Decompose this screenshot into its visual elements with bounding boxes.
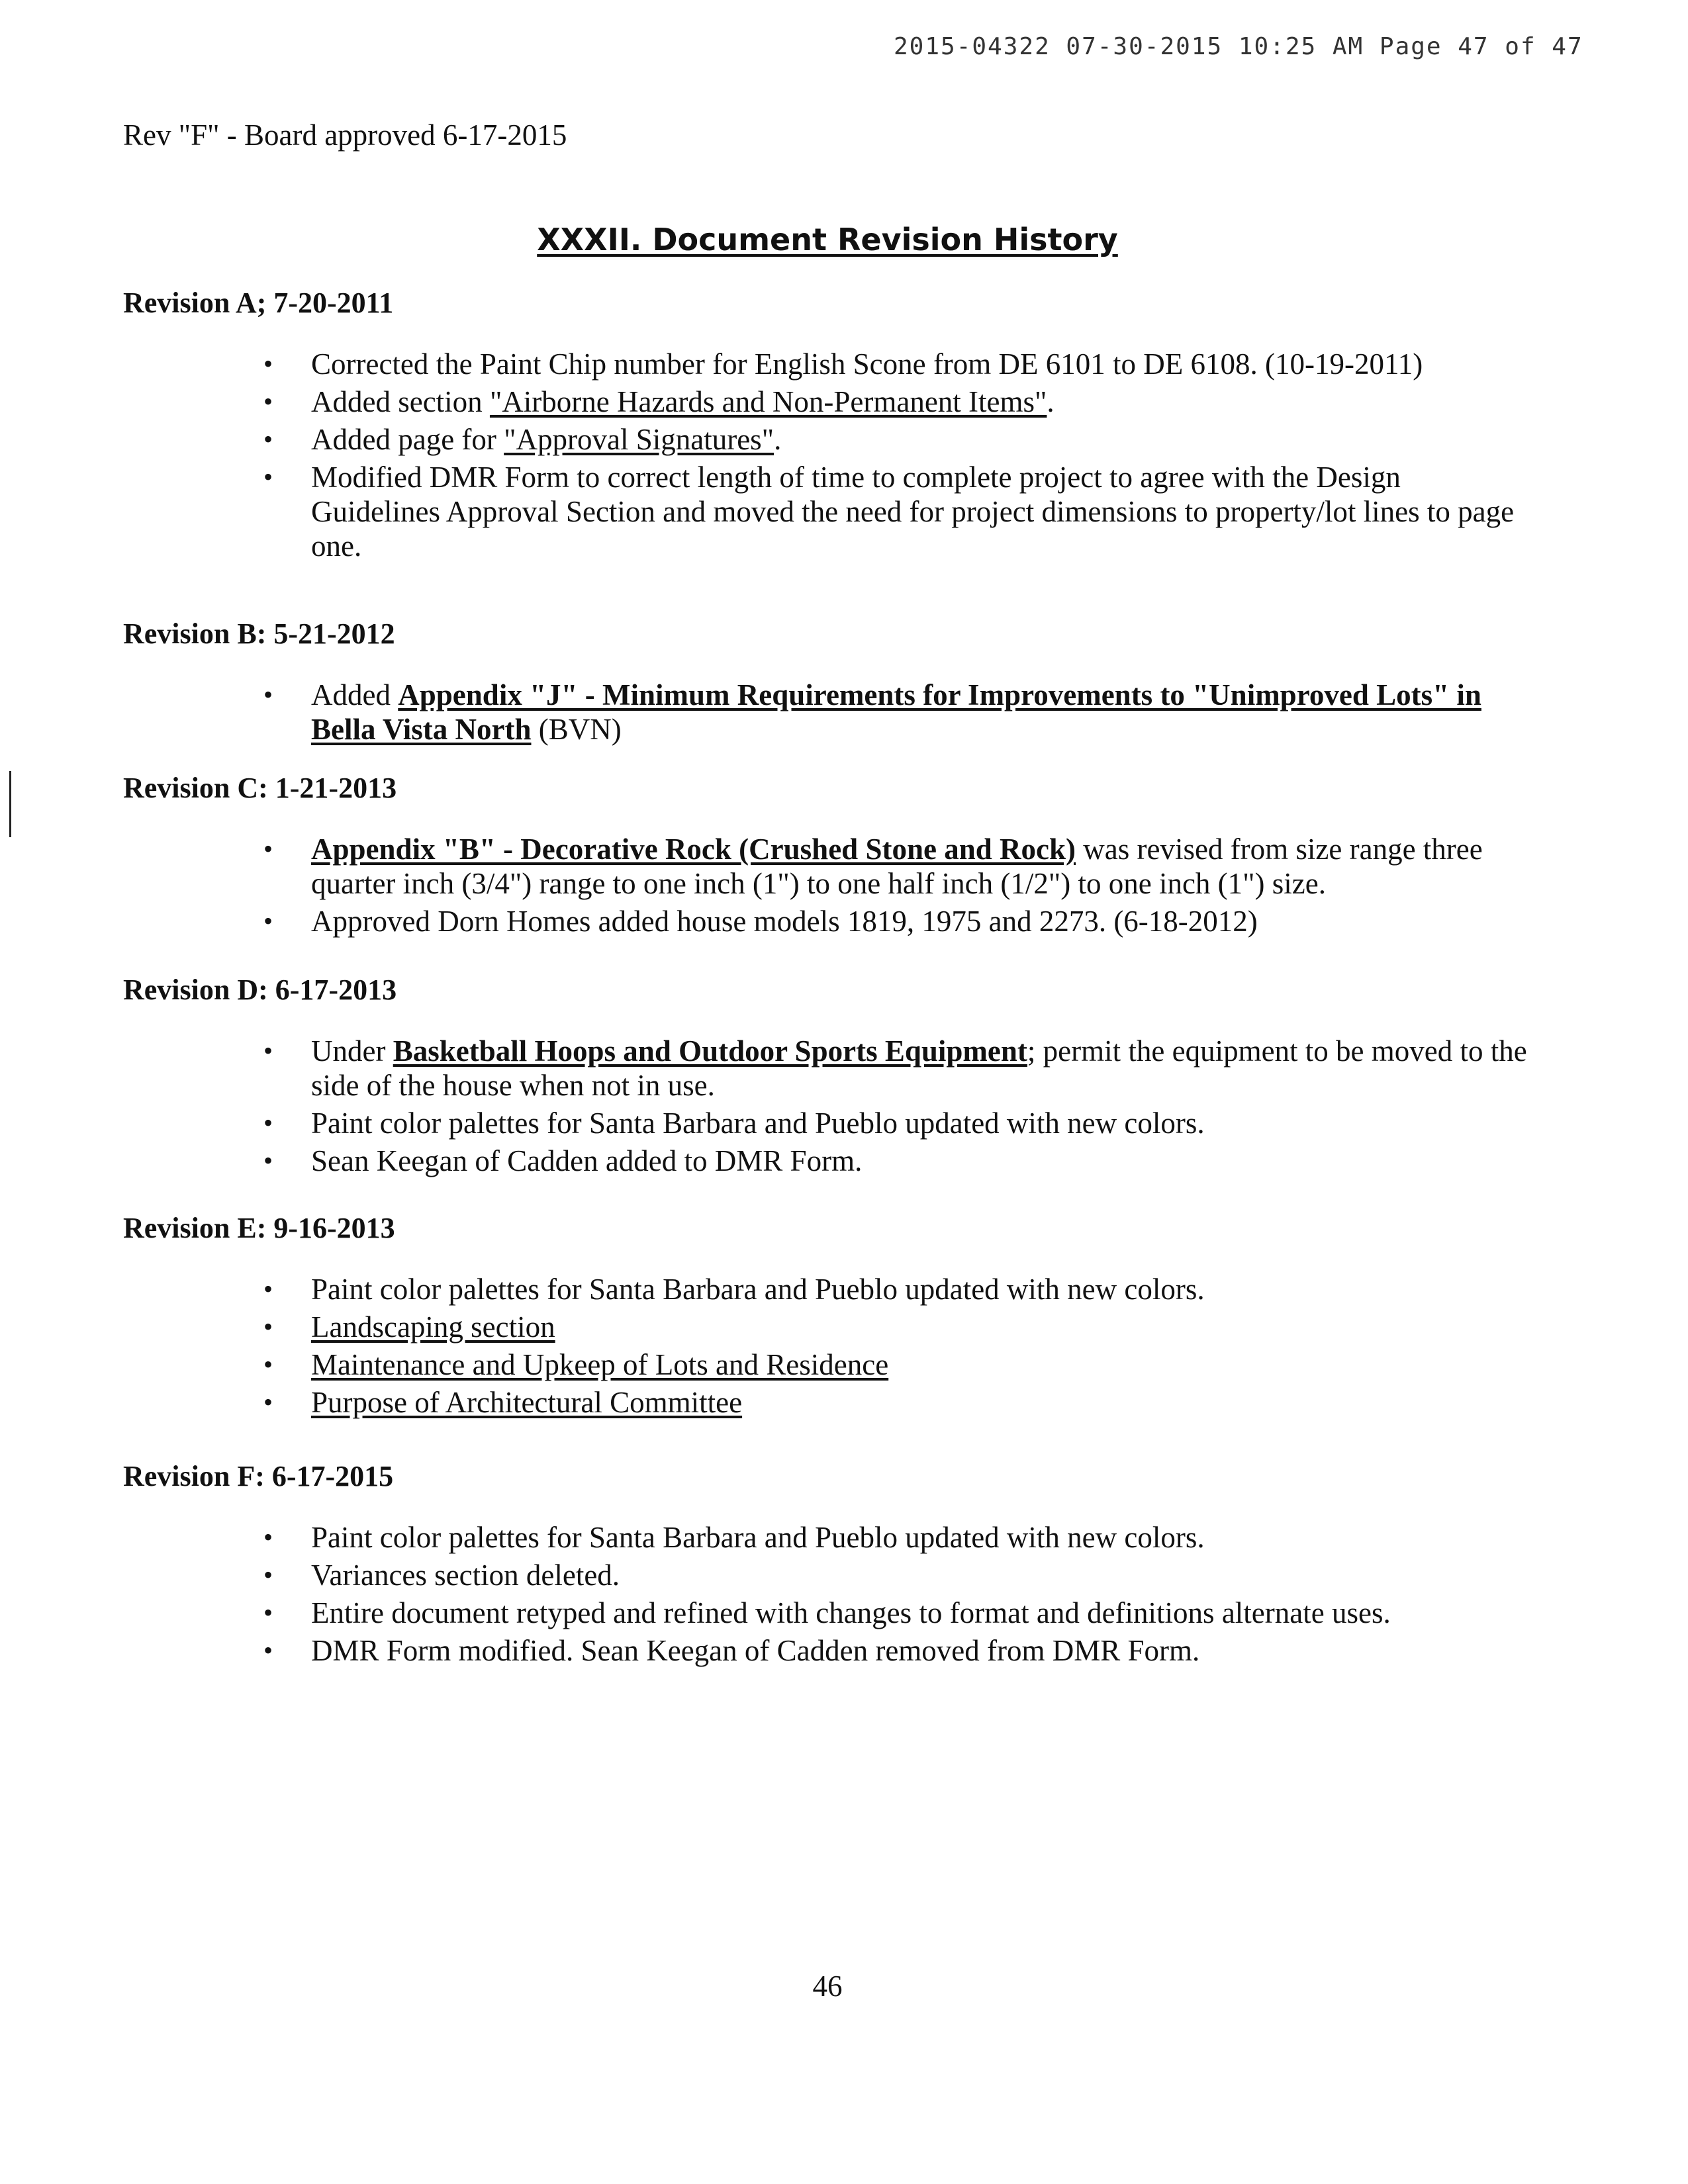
bullet-icon: • (263, 1312, 273, 1342)
item-text: . (774, 423, 782, 456)
item-text: Sean Keegan of Cadden added to DMR Form. (311, 1144, 863, 1177)
referenced-section: "Airborne Hazards and Non-Permanent Items" (489, 385, 1047, 418)
bullet-icon: • (263, 349, 273, 379)
revision-heading: Revision E: 9-16-2013 (123, 1212, 395, 1244)
revision-items (0, 1520, 1688, 1671)
revision-item (0, 347, 1688, 381)
bullet-icon: • (263, 1635, 273, 1665)
item-text: Entire document retyped and refined with changes to format and definitions alternate uses. (311, 1596, 1391, 1629)
revision-items (0, 832, 1688, 942)
referenced-section: Basketball Hoops and Outdoor Sports Equipment (393, 1034, 1027, 1068)
revision-item (0, 678, 1688, 747)
item-text: Modified DMR Form to correct length of time to complete project to agree with the Design Guidelines Approval Section and moved the need for project dimensions to property/lot lines to page one. (311, 461, 1515, 563)
item-text: DMR Form modified. Sean Keegan of Cadden removed from DMR Form. (311, 1634, 1200, 1667)
margin-change-bar (9, 771, 11, 837)
revision-items (0, 1034, 1688, 1181)
revision-item (0, 904, 1688, 938)
revision-item (0, 1272, 1688, 1306)
item-text: Approved Dorn Homes added house models 1819, 1975 and 2273. (6-18-2012) (311, 905, 1258, 938)
revision-heading: Revision B: 5-21-2012 (123, 617, 395, 650)
bullet-icon: • (263, 680, 273, 709)
revision-item (0, 1385, 1688, 1420)
item-text: Variances section deleted. (311, 1559, 620, 1592)
document-title: XXXII. Document Revision History (537, 222, 1118, 257)
revision-item (0, 1520, 1688, 1555)
bullet-icon: • (263, 1522, 273, 1552)
bullet-icon: • (263, 1349, 273, 1379)
revision-item (0, 832, 1688, 901)
revision-note: Rev "F" - Board approved 6-17-2015 (123, 118, 567, 152)
bullet-icon: • (263, 834, 273, 864)
item-text: Corrected the Paint Chip number for English Scone from DE 6101 to DE 6108. (10-19-2011) (311, 347, 1423, 381)
revision-item (0, 1144, 1688, 1178)
revision-item (0, 422, 1688, 457)
item-text: was revised from size range three quarter inch (3/4") range to one inch (1") to one half inch (1/2") to one inch (1") size. (311, 833, 1483, 900)
referenced-section: Maintenance and Upkeep of Lots and Residence (311, 1348, 889, 1381)
referenced-section: Appendix "J" - Minimum Requirements for Improvements to "Unimproved Lots" in Bella Vista North (311, 678, 1481, 746)
revision-heading: Revision A; 7-20-2011 (123, 287, 394, 319)
revision-item (0, 1633, 1688, 1668)
bullet-icon: • (263, 1560, 273, 1590)
revision-item (0, 460, 1688, 563)
bullet-icon: • (263, 387, 273, 416)
page-number: 46 (812, 1970, 843, 2003)
revision-item (0, 1596, 1688, 1630)
referenced-section: Landscaping section (311, 1310, 555, 1343)
revision-heading: Revision D: 6-17-2013 (123, 974, 397, 1006)
revision-item (0, 1106, 1688, 1140)
bullet-icon: • (263, 1598, 273, 1627)
bullet-icon: • (263, 906, 273, 936)
item-text: . (1047, 385, 1055, 418)
revision-heading: Revision C: 1-21-2013 (123, 772, 397, 804)
revision-item (0, 385, 1688, 419)
revision-items (0, 678, 1688, 750)
bullet-icon: • (263, 1274, 273, 1304)
bullet-icon: • (263, 1146, 273, 1175)
bullet-icon: • (263, 1036, 273, 1066)
item-text: Added page for (311, 423, 504, 456)
revision-item (0, 1347, 1688, 1382)
revision-item (0, 1558, 1688, 1592)
item-text: Paint color palettes for Santa Barbara and Pueblo updated with new colors. (311, 1273, 1205, 1306)
item-text: Added section (311, 385, 490, 418)
item-text: ; permit the equipment to be moved to the side of the house when not in use. (311, 1034, 1527, 1102)
revision-item (0, 1310, 1688, 1344)
referenced-section: Appendix "B" - Decorative Rock (Crushed Stone and Rock) (311, 833, 1076, 866)
item-text: Under (311, 1034, 393, 1068)
item-text: Added (311, 678, 399, 711)
bullet-icon: • (263, 1387, 273, 1417)
revision-items (0, 1272, 1688, 1423)
bullet-icon: • (263, 1108, 273, 1138)
referenced-section: Purpose of Architectural Committee (311, 1386, 743, 1419)
revision-heading: Revision F: 6-17-2015 (123, 1460, 394, 1492)
item-text: Paint color palettes for Santa Barbara and Pueblo updated with new colors. (311, 1107, 1205, 1140)
fax-header: 2015-04322 07-30-2015 10:25 AM Page 47 of 47 (894, 33, 1583, 60)
referenced-section: "Approval Signatures" (504, 423, 774, 456)
item-text: Paint color palettes for Santa Barbara and Pueblo updated with new colors. (311, 1521, 1205, 1554)
bullet-icon: • (263, 462, 273, 492)
revision-item (0, 1034, 1688, 1103)
bullet-icon: • (263, 424, 273, 454)
item-text: (BVN) (531, 713, 622, 746)
revision-items (0, 347, 1688, 567)
